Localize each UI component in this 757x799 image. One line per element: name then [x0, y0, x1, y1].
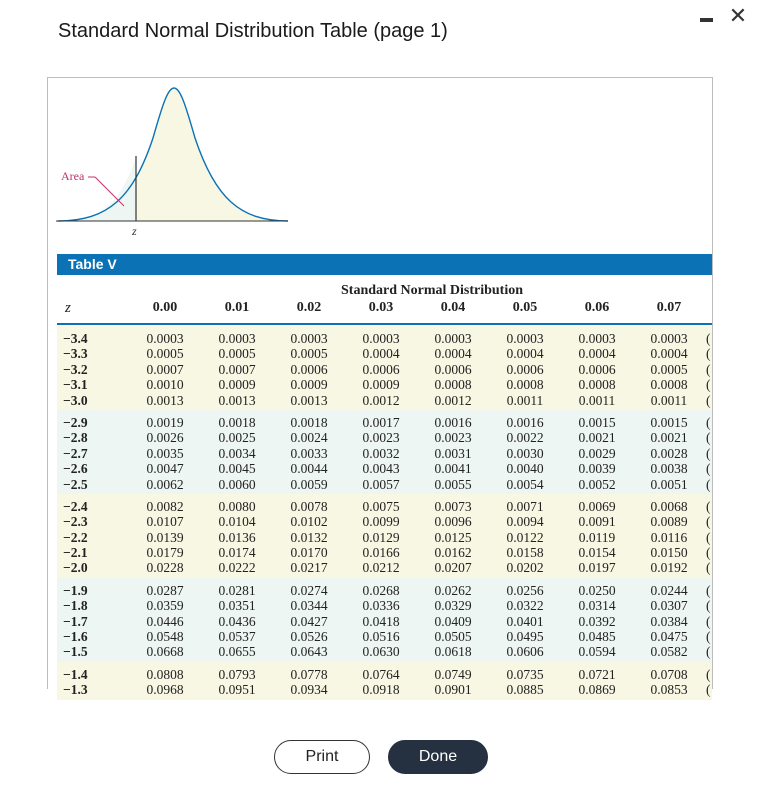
table-cell: 0.0192 [650, 560, 688, 576]
table-row [57, 331, 712, 346]
table-row [57, 598, 712, 613]
z-label: z [132, 224, 137, 238]
table-cell: 0.0041 [434, 461, 472, 477]
table-cell: 0.0005 [650, 361, 688, 377]
dialog-title: Standard Normal Distribution Table (page 1) [58, 20, 448, 42]
table-cell: 0.0057 [362, 476, 400, 492]
table-cell: 0.0018 [218, 414, 256, 430]
table-cell: 0.0250 [578, 582, 616, 598]
table-cell: 0.0003 [650, 331, 688, 346]
table-cell: 0.0505 [434, 629, 472, 645]
z-value: −1.6 [63, 629, 88, 645]
row-group [57, 662, 712, 700]
z-value: −2.6 [63, 461, 88, 477]
table-row [57, 362, 712, 377]
table-row [57, 530, 712, 545]
table-cell: 0.0060 [218, 476, 256, 492]
table-row [57, 583, 712, 598]
table-row [57, 446, 712, 461]
table-cell: 0.0548 [146, 629, 184, 645]
table-row [57, 545, 712, 560]
table-cell: 0.0008 [506, 377, 544, 393]
table-cell: 0.0307 [650, 598, 688, 614]
table-cell: 0.0091 [578, 514, 616, 530]
clipped-column-edge: ( [706, 560, 711, 576]
table-cell: 0.0003 [146, 331, 184, 346]
table-cell: 0.0082 [146, 498, 184, 514]
table-cell: 0.0059 [290, 476, 328, 492]
table-cell: 0.0045 [218, 461, 256, 477]
table-cell: 0.0281 [218, 582, 256, 598]
table-cell: 0.0274 [290, 582, 328, 598]
table-cell: 0.0228 [146, 560, 184, 576]
z-value: −3.2 [63, 361, 88, 377]
table-cell: 0.0139 [146, 529, 184, 545]
clipped-column-edge: ( [706, 644, 711, 660]
table-cell: 0.0384 [650, 613, 688, 629]
clipped-column-edge: ( [706, 346, 711, 362]
table-cell: 0.0008 [578, 377, 616, 393]
table-cell: 0.0485 [578, 629, 616, 645]
table-cell: 0.0222 [218, 560, 256, 576]
table-cell: 0.0013 [218, 392, 256, 408]
z-value: −1.9 [63, 582, 88, 598]
table-cell: 0.0006 [578, 361, 616, 377]
done-button[interactable]: Done [388, 740, 488, 774]
clipped-column-edge: ( [706, 392, 711, 408]
table-cell: 0.0018 [290, 414, 328, 430]
table-viewer[interactable] [47, 77, 713, 698]
table-row [57, 461, 712, 476]
z-value: −2.7 [63, 445, 88, 461]
table-cell: 0.0023 [362, 430, 400, 446]
table-cell: 0.0004 [578, 346, 616, 362]
table-cell: 0.0011 [578, 392, 616, 408]
table-cell: 0.0007 [218, 361, 256, 377]
table-cell: 0.0003 [362, 331, 400, 346]
table-cell: 0.0009 [362, 377, 400, 393]
table-cell: 0.0735 [506, 666, 544, 682]
table-cell: 0.0096 [434, 514, 472, 530]
table-cell: 0.0024 [290, 430, 328, 446]
table-cell: 0.0023 [434, 430, 472, 446]
z-value: −2.5 [63, 476, 88, 492]
table-cell: 0.0012 [434, 392, 472, 408]
row-group [57, 326, 712, 410]
table-cell: 0.0202 [506, 560, 544, 576]
table-cell: 0.0012 [362, 392, 400, 408]
table-cell: 0.0004 [650, 346, 688, 362]
table-cell: 0.0212 [362, 560, 400, 576]
table-cell: 0.0951 [218, 682, 256, 698]
row-group [57, 578, 712, 662]
table-cell: 0.0040 [506, 461, 544, 477]
z-value: −1.7 [63, 613, 88, 629]
column-header: 0.04 [440, 300, 466, 315]
table-cell: 0.0207 [434, 560, 472, 576]
table-cell: 0.0582 [650, 644, 688, 660]
row-group [57, 410, 712, 494]
table-cell: 0.0918 [362, 682, 400, 698]
table-row [57, 346, 712, 361]
table-banner: Table V [57, 254, 712, 275]
table-row [57, 393, 712, 408]
table-cell: 0.0418 [362, 613, 400, 629]
clipped-column-edge: ( [706, 514, 711, 530]
table-cell: 0.0179 [146, 545, 184, 561]
column-header: 0.03 [368, 300, 394, 315]
table-cell: 0.0006 [362, 361, 400, 377]
z-value: −2.4 [63, 498, 88, 514]
table-cell: 0.0009 [290, 377, 328, 393]
table-cell: 0.0016 [434, 414, 472, 430]
table-cell: 0.0901 [434, 682, 472, 698]
table-row [57, 514, 712, 529]
table-cell: 0.0003 [578, 331, 616, 346]
close-button[interactable] [727, 4, 749, 28]
table-cell: 0.0080 [218, 498, 256, 514]
table-cell: 0.0003 [218, 331, 256, 346]
table-cell: 0.0102 [290, 514, 328, 530]
table-cell: 0.0021 [650, 430, 688, 446]
minimize-button[interactable] [696, 6, 718, 28]
table-cell: 0.0008 [650, 377, 688, 393]
table-cell: 0.0008 [434, 377, 472, 393]
table-cell: 0.0013 [290, 392, 328, 408]
table-cell: 0.0256 [506, 582, 544, 598]
table-cell: 0.0005 [290, 346, 328, 362]
table-cell: 0.0136 [218, 529, 256, 545]
table-row [57, 499, 712, 514]
table-cell: 0.0495 [506, 629, 544, 645]
column-header: 0.00 [152, 300, 178, 315]
column-header: 0.01 [224, 300, 250, 315]
z-value: −1.5 [63, 644, 88, 660]
z-column-header: z [65, 300, 71, 316]
table-cell: 0.0869 [578, 682, 616, 698]
table-cell: 0.0005 [218, 346, 256, 362]
z-value: −3.3 [63, 346, 88, 362]
table-cell: 0.0034 [218, 445, 256, 461]
table-cell: 0.0011 [506, 392, 544, 408]
table-cell: 0.0427 [290, 613, 328, 629]
table-cell: 0.0968 [146, 682, 184, 698]
z-value: −2.8 [63, 430, 88, 446]
table-cell: 0.0094 [506, 514, 544, 530]
table-cell: 0.0005 [146, 346, 184, 362]
table-cell: 0.0004 [506, 346, 544, 362]
table-cell: 0.0778 [290, 666, 328, 682]
table-cell: 0.0009 [218, 377, 256, 393]
table-cell: 0.0006 [506, 361, 544, 377]
table-cell: 0.0329 [434, 598, 472, 614]
table-cell: 0.0004 [362, 346, 400, 362]
table-cell: 0.0003 [506, 331, 544, 346]
table-cell: 0.0655 [218, 644, 256, 660]
table-cell: 0.0006 [434, 361, 472, 377]
table-cell: 0.0026 [146, 430, 184, 446]
table-cell: 0.0322 [506, 598, 544, 614]
table-cell: 0.0033 [290, 445, 328, 461]
table-cell: 0.0022 [506, 430, 544, 446]
table-cell: 0.0032 [362, 445, 400, 461]
table-cell: 0.0618 [434, 644, 472, 660]
area-label: Area [61, 169, 85, 183]
table-cell: 0.0401 [506, 613, 544, 629]
table-cell: 0.0764 [362, 666, 400, 682]
table-cell: 0.0104 [218, 514, 256, 530]
table-cell: 0.0526 [290, 629, 328, 645]
table-row [57, 667, 712, 682]
z-value: −3.1 [63, 377, 88, 393]
clipped-column-edge: ( [706, 629, 711, 645]
clipped-column-edge: ( [706, 666, 711, 682]
minimize-icon [700, 18, 713, 22]
table-cell: 0.0594 [578, 644, 616, 660]
table-cell: 0.0017 [362, 414, 400, 430]
table-cell: 0.0075 [362, 498, 400, 514]
z-value: −2.9 [63, 414, 88, 430]
table-cell: 0.0630 [362, 644, 400, 660]
table-cell: 0.0344 [290, 598, 328, 614]
table-cell: 0.0062 [146, 476, 184, 492]
header-rule [57, 323, 712, 325]
table-cell: 0.0351 [218, 598, 256, 614]
clipped-column-edge: ( [706, 430, 711, 446]
table-cell: 0.0125 [434, 529, 472, 545]
table-cell: 0.0170 [290, 545, 328, 561]
table-body [57, 326, 712, 700]
table-cell: 0.0197 [578, 560, 616, 576]
table-cell: 0.0029 [578, 445, 616, 461]
table-row [57, 629, 712, 644]
close-icon: ✕ [728, 3, 748, 28]
table-cell: 0.0721 [578, 666, 616, 682]
clipped-column-edge: ( [706, 582, 711, 598]
table-cell: 0.0436 [218, 613, 256, 629]
table-cell: 0.0069 [578, 498, 616, 514]
table-cell: 0.0051 [650, 476, 688, 492]
clipped-column-edge: ( [706, 545, 711, 561]
table-cell: 0.0089 [650, 514, 688, 530]
column-header: 0.02 [296, 300, 322, 315]
z-value: −3.4 [63, 331, 88, 346]
table-cell: 0.0934 [290, 682, 328, 698]
table-cell: 0.0039 [578, 461, 616, 477]
z-value: −1.8 [63, 598, 88, 614]
row-group [57, 494, 712, 578]
table-cell: 0.0116 [650, 529, 688, 545]
table-cell: 0.0244 [650, 582, 688, 598]
table-cell: 0.0268 [362, 582, 400, 598]
table-cell: 0.0475 [650, 629, 688, 645]
table-cell: 0.0043 [362, 461, 400, 477]
table-cell: 0.0643 [290, 644, 328, 660]
table-cell: 0.0019 [146, 414, 184, 430]
table-cell: 0.0021 [578, 430, 616, 446]
table-row [57, 377, 712, 392]
table-cell: 0.0129 [362, 529, 400, 545]
table-row [57, 644, 712, 659]
normal-curve-figure [48, 78, 308, 248]
table-row [57, 682, 712, 697]
table-cell: 0.0107 [146, 514, 184, 530]
table-cell: 0.0119 [578, 529, 616, 545]
table-cell: 0.0003 [290, 331, 328, 346]
table-row [57, 614, 712, 629]
clipped-column-edge: ( [706, 445, 711, 461]
table-cell: 0.0004 [434, 346, 472, 362]
table-cell: 0.0132 [290, 529, 328, 545]
table-cell: 0.0015 [578, 414, 616, 430]
table-row [57, 430, 712, 445]
table-cell: 0.0392 [578, 613, 616, 629]
clipped-column-edge: ( [706, 613, 711, 629]
table-cell: 0.0122 [506, 529, 544, 545]
table-cell: 0.0158 [506, 545, 544, 561]
table-cell: 0.0749 [434, 666, 472, 682]
table-cell: 0.0162 [434, 545, 472, 561]
table-row [57, 477, 712, 492]
table-cell: 0.0016 [506, 414, 544, 430]
table-cell: 0.0025 [218, 430, 256, 446]
table-cell: 0.0808 [146, 666, 184, 682]
table-cell: 0.0055 [434, 476, 472, 492]
table-cell: 0.0359 [146, 598, 184, 614]
table-cell: 0.0446 [146, 613, 184, 629]
table-cell: 0.0150 [650, 545, 688, 561]
table-cell: 0.0336 [362, 598, 400, 614]
table-cell: 0.0708 [650, 666, 688, 682]
table-row [57, 415, 712, 430]
table-cell: 0.0668 [146, 644, 184, 660]
table-cell: 0.0003 [434, 331, 472, 346]
clipped-column-edge: ( [706, 498, 711, 514]
column-header: 0.07 [656, 300, 682, 315]
clipped-column-edge: ( [706, 476, 711, 492]
table-cell: 0.0038 [650, 461, 688, 477]
table-cell: 0.0073 [434, 498, 472, 514]
clipped-column-edge: ( [706, 529, 711, 545]
clipped-column-edge: ( [706, 461, 711, 477]
table-cell: 0.0217 [290, 560, 328, 576]
z-value: −2.1 [63, 545, 88, 561]
table-cell: 0.0047 [146, 461, 184, 477]
table-title: Standard Normal Distribution [341, 283, 524, 298]
table-cell: 0.0013 [146, 392, 184, 408]
table-cell: 0.0015 [650, 414, 688, 430]
table-cell: 0.0262 [434, 582, 472, 598]
table-cell: 0.0068 [650, 498, 688, 514]
z-value: −2.0 [63, 560, 88, 576]
clipped-column-edge: ( [706, 682, 711, 698]
table-cell: 0.0314 [578, 598, 616, 614]
z-value: −2.2 [63, 529, 88, 545]
table-cell: 0.0006 [290, 361, 328, 377]
column-header: 0.06 [584, 300, 610, 315]
table-cell: 0.0010 [146, 377, 184, 393]
z-value: −1.4 [63, 666, 88, 682]
table-cell: 0.0099 [362, 514, 400, 530]
table-cell: 0.0166 [362, 545, 400, 561]
table-cell: 0.0071 [506, 498, 544, 514]
table-cell: 0.0030 [506, 445, 544, 461]
table-row [57, 560, 712, 575]
table-cell: 0.0154 [578, 545, 616, 561]
table-cell: 0.0031 [434, 445, 472, 461]
print-button[interactable]: Print [274, 740, 370, 774]
z-value: −2.3 [63, 514, 88, 530]
table-cell: 0.0793 [218, 666, 256, 682]
table-cell: 0.0044 [290, 461, 328, 477]
table-cell: 0.0516 [362, 629, 400, 645]
area-pointer [95, 177, 124, 206]
table-cell: 0.0606 [506, 644, 544, 660]
table-cell: 0.0054 [506, 476, 544, 492]
table-cell: 0.0287 [146, 582, 184, 598]
clipped-column-edge: ( [706, 361, 711, 377]
table-cell: 0.0853 [650, 682, 688, 698]
table-cell: 0.0007 [146, 361, 184, 377]
column-header: 0.05 [512, 300, 538, 315]
clipped-column-edge: ( [706, 331, 711, 346]
table-cell: 0.0035 [146, 445, 184, 461]
clipped-column-edge: ( [706, 414, 711, 430]
table-cell: 0.0052 [578, 476, 616, 492]
table-cell: 0.0409 [434, 613, 472, 629]
clipped-column-edge: ( [706, 377, 711, 393]
z-value: −1.3 [63, 682, 88, 698]
table-cell: 0.0174 [218, 545, 256, 561]
curve-area [58, 88, 288, 221]
table-cell: 0.0028 [650, 445, 688, 461]
table-cell: 0.0537 [218, 629, 256, 645]
z-value: −3.0 [63, 392, 88, 408]
table-cell: 0.0011 [650, 392, 688, 408]
shaded-tail [58, 158, 136, 221]
table-cell: 0.0885 [506, 682, 544, 698]
table-cell: 0.0078 [290, 498, 328, 514]
clipped-column-edge: ( [706, 598, 711, 614]
